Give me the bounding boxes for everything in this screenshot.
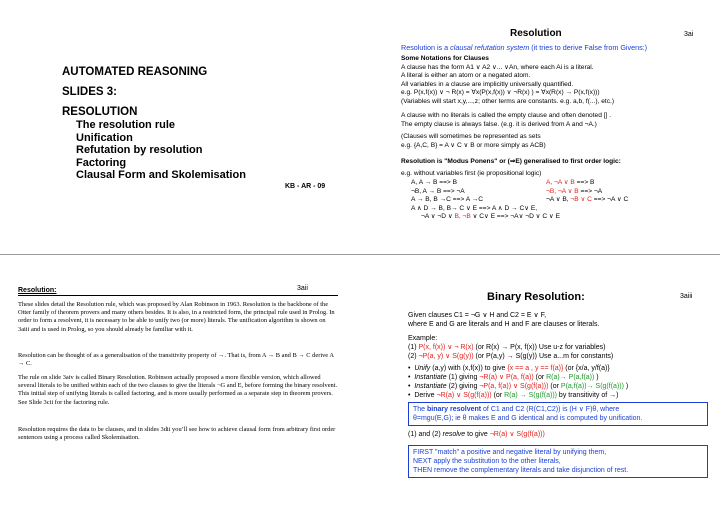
section-title: RESOLUTION	[62, 106, 138, 118]
definition-box: The binary resolvent of C1 and C2 (R(C1,C2)) is (H ∨ F)θ, where θ=mgu(E,G); ie θ makes E and G identical and is computed by unification.	[408, 402, 708, 426]
notation-block: Some Notations for Clauses A clause has the form A1 ∨ A2 ∨... ∨An, where each Ai is a literal. A literal is either an atom or a negated atom. All variables in a clause are implicitly universally quantified. e.g. P(x,f(x)) ∨ ¬ R(x) = ∀x(P(x,f(x)) ∨ ¬R(x) ) = ∀x(R(x) → P(x,f(x))) (Variables will start x,y,...,z; other terms are constants. e.g. a,b, f(...), etc.)	[401, 55, 615, 105]
topic-item: Refutation by resolution	[76, 144, 203, 157]
slide-number: 3ai	[684, 31, 694, 38]
example-row: ¬A ∨ ¬D ∨ B, ¬B ∨ C∨ E ==> ¬A∨ ¬D ∨ C ∨ E	[421, 213, 560, 221]
slide-resolution	[360, 0, 720, 254]
topic-list	[62, 119, 246, 182]
slides-label: SLIDES 3:	[62, 86, 117, 98]
slide-heading: Binary Resolution:	[487, 291, 585, 303]
modus-ponens-sub: e.g. without variables first (ie propositional logic)	[401, 170, 542, 177]
notes-paragraph: Resolution can be thought of as a generalisation of the transitivity property of →. That is, from A → B and B → C derive A → C.	[18, 352, 334, 368]
modus-ponens-heading: Resolution is "Modus Ponens" or (⇒E) generalised to first order logic:	[401, 158, 621, 165]
procedure-box: FIRST "match" a positive and negative literal by unifying them, NEXT apply the substitution to the other literals, THEN remove the complementary literals and take disjunction of rest.	[408, 445, 708, 478]
step-item: • Instantiate (1) giving ¬R(a) ∨ P(a, f(a)) (or R(a)→ P(a,f(a)) )	[408, 374, 599, 381]
steps-list	[408, 364, 628, 400]
notes-heading: Resolution:	[18, 287, 57, 294]
example-row: A → B, B →C ==> A →C ¬A ∨ B, ¬B ∨ C ==> ¬A ∨ C	[411, 196, 629, 204]
heading-rule	[18, 295, 338, 296]
step-item: • Instantiate (2) giving ¬P(a, f(a)) ∨ S(g(f(a))) (or P(a,f(a))→ S(g(f(a))) )	[408, 383, 629, 390]
notes-paragraph: These slides detail the Resolution rule, which was proposed by Alan Robinson in 1963. Resolution is the backbone of the Otter family of theorem provers and many others besides. It is also, in a restricted form, the principal rule used in Prolog. In order to form a resolvent, it is necessary to be able to unify two (or more) literals. The unification algorithm is shown on 3aiii and is used in Prolog, so you should already be familiar with it.	[18, 301, 335, 333]
slide-number: 3aii	[297, 285, 308, 292]
example-row: A ∧ D → B, B→ C ∨ E ==> A ∧ D → C∨ E,	[411, 204, 538, 212]
course-code: KB - AR - 09	[285, 183, 326, 190]
notes-paragraph: The rule on slide 3aiv is called Binary Resolution. Robinson actually proposed a more flexible version, which allowed several literals to be unified within each of the two clauses to give the literals ¬G and E, before forming the binary resolvent. This initial step of unifying literals is called factoring, and is more usually performed as a separate step in theorem provers. See Slide 3cii for the factoring rule.	[18, 374, 338, 406]
topic-item: Factoring	[76, 156, 127, 169]
notes-paragraph: Resolution requires the data to be clauses, and in slides 3dii you’ll see how to achieve clausal form from arbitrary first order sentences using a process called Skolemisation.	[18, 426, 336, 442]
example-row: A, A → B ==> B A, ¬A ∨ B ==> B	[411, 179, 595, 186]
resolve-result: (1) and (2) resolve to give ¬R(a) ∨ S(g(f(a)))	[408, 431, 545, 438]
propositional-examples	[411, 179, 629, 222]
slide-heading: Resolution	[510, 28, 562, 39]
step-item: • Derive ¬R(a) ∨ S(g(f(a))) (or R(a) → S(g(f(a))) by transitivity of →)	[408, 392, 619, 399]
example-row: ¬B, A → B ==> ¬A ¬B, ¬A ∨ B ==> ¬A	[411, 187, 603, 195]
example-line: (2) ¬P(a, y) ∨ S(g(y)) (or P(a,y) → S(g(y)) Use a...m for constants)	[408, 353, 614, 360]
example-line: (1) P(x, f(x)) ∨ ¬ R(x) (or R(x) → P(x, f(x)) Use u-z for variables)	[408, 344, 606, 351]
set-notation-block: (Clauses will sometimes be represented as sets e.g. {A,C, B} = A ∨ C ∨ B or more simply as ACB)	[401, 133, 546, 149]
example-block: Example: (1) P(x, f(x)) ∨ ¬ R(x) (or R(x) → P(x, f(x)) Use u-z for variables) (2) ¬P(a, y) ∨ S(g(y)) (or P(a,y) → S(g(y)) Use a...m for constants)	[408, 335, 614, 360]
topic-item: The resolution rule	[76, 119, 176, 131]
topic-item: Clausal Form and Skolemisation	[76, 169, 246, 182]
course-title: AUTOMATED REASONING	[62, 66, 208, 78]
slide-notes	[0, 255, 360, 509]
empty-clause-block: A clause with no literals is called the empty clause and often denoted [] . The empty clause is always false. (e.g. it is derived from A and ¬A.)	[401, 112, 612, 128]
slide-title	[0, 0, 360, 254]
slide-binary-resolution	[360, 255, 720, 509]
given-clauses: Given clauses C1 = ¬G ∨ H and C2 = E ∨ F, where E and G are literals and H and F are clauses or literals.	[408, 312, 600, 328]
intro-line: Resolution is a clausal refutation system (it tries to derive False from Givens:)	[401, 43, 648, 52]
slide-number: 3aiii	[680, 293, 693, 300]
step-item: • Unify (a,y) with (x,f(x)) to give {x == a , y == f(a)} (or {x/a, y/f(a)}	[408, 365, 610, 372]
topic-item: Unification	[76, 131, 133, 144]
